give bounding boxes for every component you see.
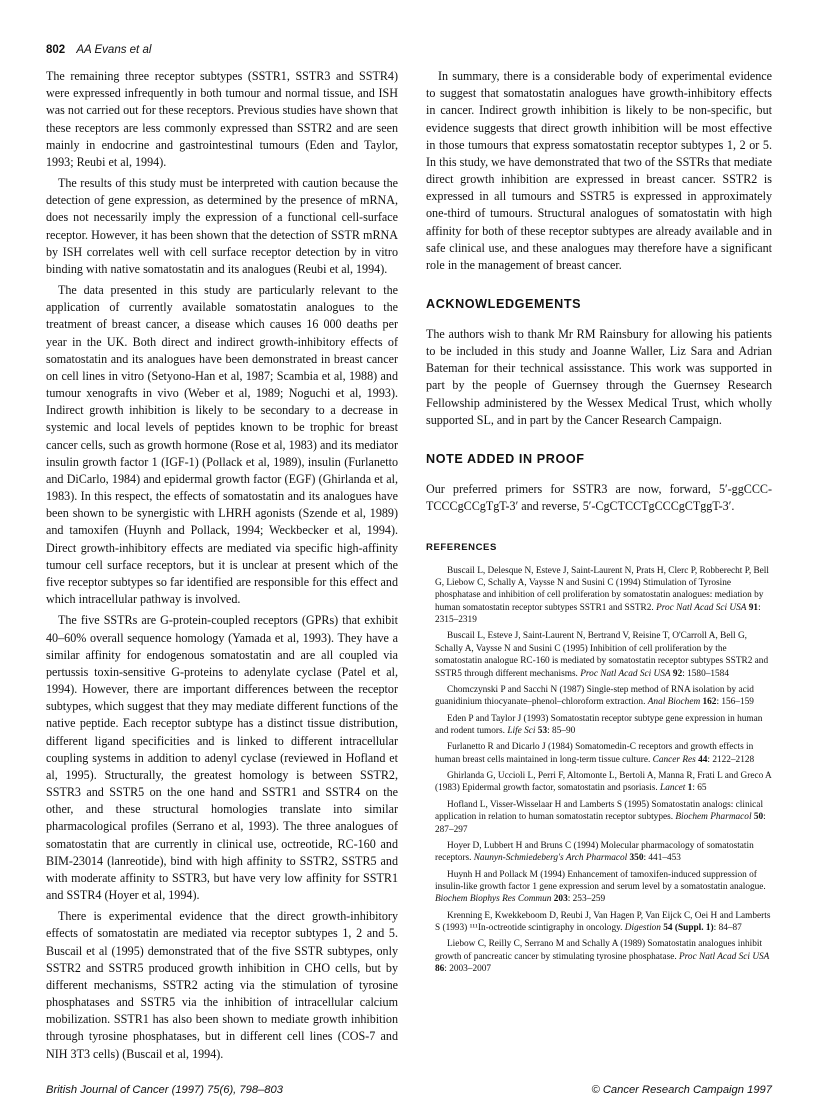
reference-authors: Buscail L, Esteve J, Saint-Laurent N, Bertrand V, Reisine T, O'Carroll A, Bell G, Schally A, Vaysse N and Susini C (1995) Inhibition of cell proliferation by the somatostatin analogue RC-160 is mediated by somatostatin receptor subtypes SSTR2 and SSTR5 through different mechanisms. [435,631,769,679]
reference-journal: Life Sci [507,725,536,736]
reference-volume: 53 [537,725,548,736]
reference-entry [426,938,772,975]
reference-volume: 92 [672,668,683,679]
paragraph: The data presented in this study are particularly relevant to the application of currently available somatostatin analogues to the treatment of breast cancer, a disease which causes 16 000 deaths per year in the UK. Both direct and indirect growth-inhibitory effects of somatostatin and its analogues have been demonstrated in breast cancer on cell lines in vitro (Setyono-Han et al, 1987; Scambia et al, 1988) and tumour xenografts in vivo (Weber et al, 1989; Noguchi et al, 1993). Indirect growth inhibition is likely to be secondary to a decrease in systemic and local levels of peptides known to be trophic for breast cancer cells, such as growth hormone (Rose et al, 1983) and its mediator insulin growth factor 1 (IGF-1) (Pollack et al, 1989), insulin (Furlanetto and DiCarlo, 1984) and epidermal growth factor (EGF) (Ghirlanda et al, 1983). In this respect, the effects of somatostatin and its analogues have been shown to be synergistic with LHRH agonists (Szende et al, 1989) and tamoxifen (Huynh and Pollack, 1994; Weckbecker et al, 1994). Direct growth-inhibitory effects are mediated via specific high-affinity tumour cell surface receptors, but it is unclear at present which of the five receptor subtypes so far identified are responsible for this effect and which intracellular pathway is involved. [46,283,398,607]
right-column [426,68,772,979]
references-heading: REFERENCES [426,542,497,554]
reference-authors: Chomczynski P and Sacchi N (1987) Single-step method of RNA isolation by acid guanidinium thiocyanate–phenol–chloroform extraction. [435,684,754,708]
reference-journal: Cancer Res [652,754,696,765]
reference-volume: 350 [629,853,644,864]
reference-pages: : 2003–2007 [444,964,492,975]
paragraph: The remaining three receptor subtypes (SSTR1, SSTR3 and SSTR4) were expressed infrequently in both tumour and normal tissue, and ISH was not carried out for these receptors. Previous studies have shown that these receptors are less commonly expressed than SSTR2 and are seen mainly in endocrine and gastrointestinal tumours (Eden and Taylor, 1993; Reubi et al, 1994). [46,69,398,169]
reference-journal: Proc Natl Acad Sci USA [580,668,671,679]
reference-journal: Naunyn-Schmiedeberg's Arch Pharmacol [473,853,628,864]
reference-pages: : 84–87 [713,923,742,934]
reference-volume: 44 [698,754,708,765]
acknowledgements-text: The authors wish to thank Mr RM Rainsbury for allowing his patients to be included in this study and Joanne Waller, Liz Sara and Adrian Bateman for their technical assisstance. This work was supported in part by the people of Guernsey through the Guernsey Research Fellowship administered by the Wessex Medical Trust, which wholly supported SL, and in part by the Cancer Research Campaign. [426,326,772,427]
reference-pages: : 1580–1584 [682,668,729,679]
reference-volume: 50 [753,812,764,823]
reference-entry [426,630,772,679]
page-number: 802 [46,44,66,56]
note-heading: NOTE ADDED IN PROOF [426,451,585,466]
running-authors: AA Evans et al [76,44,152,56]
paragraph: The results of this study must be interpreted with caution because the detection of gene expression, as determined by the presence of mRNA, does not necessarily imply the expression of a functional cell-surface receptor. However, it has been shown that the detection of SSTR mRNA by ISH correlates well with cell surface receptor detection by in vitro binding with native somatostatin and its analogues (Reubi et al, 1994). [46,176,398,276]
paragraph: The five SSTRs are G-protein-coupled receptors (GPRs) that exhibit 40–60% overall sequence homology (Yamada et al, 1993). They have a similar affinity for endogenous somatostatin and are all coupled via pertussis toxin-sensitive G-proteins to adenylate cyclase (Patel et al, 1994). However, there are important differences between the receptor subtypes, which suggest that they may mediate different functions of the native peptide. Each receptor subtype has a distinct tissue distribution, different ligand specificities and is linked to different intracellular coupling systems in addition to adenyl cyclase (reviewed in Hofland et al, 1995). Structurally, the greatest homology is between SSTR2, SSTR3 and SSTR5 on the one hand and SSTR1 and SSTR4 on the other, and these structural homologies translate into similar pharmacological profiles (Serrano et al, 1993). The three analogues of somatostatin that are currently in clinical use, octreotide, RC-160 and BIM-23014 (lanreotide), bind with high affinity to SSTR2, SSTR5 and with moderate affinity to SSTR3, but have very low affinity for SSTR1 and SSTR4 (Hoyer et al, 1994). [46,613,398,903]
reference-entry [426,684,772,709]
reference-journal: Proc Natl Acad Sci USA [678,951,770,962]
reference-authors: Hofland L, Visser-Wisselaar H and Lamberts S (1995) Somatostatin analogs: clinical application in relation to human somatostatin receptor subtypes. [435,799,764,823]
reference-entry [426,840,772,865]
reference-authors: Ghirlanda G, Uccioli L, Perri F, Altomonte L, Bertoli A, Manna R, Frati L and Greco A (1983) Epidermal growth factor, somatostatin and psoriasis. [435,771,772,794]
reference-entry [426,713,772,738]
reference-volume: 54 (Suppl. 1) [663,923,714,934]
summary-paragraph: In summary, there is a considerable body of experimental evidence to suggest that somatostatin analogues have growth-inhibitory effects in cancer. Indirect growth inhibition is likely to be non-specific, but evidence suggests that direct growth inhibition will be most effective in those tumours that express somatostatin receptor subtypes 1, 2 or 5. In this study, we have demonstrated that two of the SSTRs that mediate direct growth inhibition are expressed in breast cancer. SSTR2 is expressed in all tumours and SSTR5 is expressed in approximately one-third of tumours. Structural analogues of somatostatin with high affinity for both of these receptor subtypes are already available and in safe clinical use, and these analogues may therefore have a significant role in the management of breast cancer. [426,69,772,272]
journal-citation: British Journal of Cancer (1997) 75(6), 798–803 [46,1084,283,1096]
reference-pages: : 287–297 [435,812,766,835]
reference-journal: Anal Biochem [647,697,701,708]
reference-authors: Eden P and Taylor J (1993) Somatostatin receptor subtype gene expression in human and rodent tumors. [435,713,763,736]
reference-entry [426,910,772,935]
reference-volume: 91 [748,602,759,613]
reference-pages: : 2122–2128 [707,754,755,765]
running-header [46,44,151,56]
left-column [46,68,398,1067]
reference-authors: Huynh H and Pollack M (1994) Enhancement of tamoxifen-induced suppression of insulin-like growth factor 1 gene expression and serum level by a somatostatin analogue. [435,869,766,892]
reference-authors: Krenning E, Kwekkeboom D, Reubi J, Van Hagen P, Van Eijck C, Oei H and Lamberts S (1993) ¹¹¹In-octreotide scintigraphy in oncology. [435,910,771,934]
reference-entry [426,869,772,906]
reference-volume: 1 [687,783,693,794]
note-text: Our preferred primers for SSTR3 are now, forward, 5′-ggCCC-TCCCgCCgTgT-3′ and reverse, 5′-CgCTCCTgCCCgCTggT-3′. [426,481,772,514]
reference-journal: Proc Natl Acad Sci USA [656,602,747,613]
reference-authors: Hoyer D, Lubbert H and Bruns C (1994) Molecular pharmacology of somatostatin receptors. [435,840,754,864]
reference-list [426,565,772,976]
reference-authors: Furlanetto R and Dicarlo J (1984) Somatomedin-C receptors and growth effects in human breast cells maintained in long-term tissue culture. [435,742,754,765]
copyright: © Cancer Research Campaign 1997 [591,1084,772,1096]
reference-pages: : 253–259 [567,894,606,905]
acknowledgements-heading: ACKNOWLEDGEMENTS [426,297,582,312]
reference-journal: Lancet [660,783,686,794]
reference-pages: : 65 [692,783,707,794]
reference-volume: 162 [702,697,717,708]
reference-entry [426,770,772,795]
reference-pages: : 85–90 [547,725,576,736]
reference-volume: 86 [435,964,445,975]
reference-journal: Biochem Pharmacol [675,812,752,823]
reference-entry [426,565,772,627]
reference-entry [426,741,772,766]
reference-pages: : 441–453 [643,853,681,864]
reference-pages: : 2315–2319 [435,602,761,626]
reference-pages: : 156–159 [716,697,754,708]
reference-volume: 203 [553,894,568,905]
reference-journal: Biochem Biophys Res Commun [435,894,552,905]
reference-entry [426,799,772,836]
paragraph: There is experimental evidence that the direct growth-inhibitory effects of somatostatin are mediated via receptor subtypes 1, 2 and 5. Buscail et al (1995) demonstrated that of the five SSTR subtypes, only SSTR2 and SSTR5 produced growth inhibition in CHO cells, but by different mechanisms, SSTR2 acting via the stimulation of tyrosine phosphatases and SSTR5 via the inhibition of intracellular calcium mobilization. SSTR1 has also been shown to mediate growth inhibition through tyrosine phosphatases, but in different cell lines (COS-7 and NIH 3T3 cells) (Buscail et al, 1994). [46,909,398,1061]
reference-authors: Liebow C, Reilly C, Serrano M and Schally A (1989) Somatostatin analogues inhibit growth of pancreatic cancer by stimulating tyrosine phosphatase. [435,939,763,962]
reference-journal: Digestion [624,923,661,934]
reference-authors: Buscail L, Delesque N, Esteve J, Saint-Laurent N, Prats H, Clerc P, Robberecht P, Bell G, Liebow C, Schally A, Vaysse N and Susini C (1994) Stimulation of Tyrosine phosphatase and inhibition of cell proliferation by somatostatin analogues: mediation by human somatostatin receptor subtypes SSTR1 and SSTR2. [435,565,769,613]
